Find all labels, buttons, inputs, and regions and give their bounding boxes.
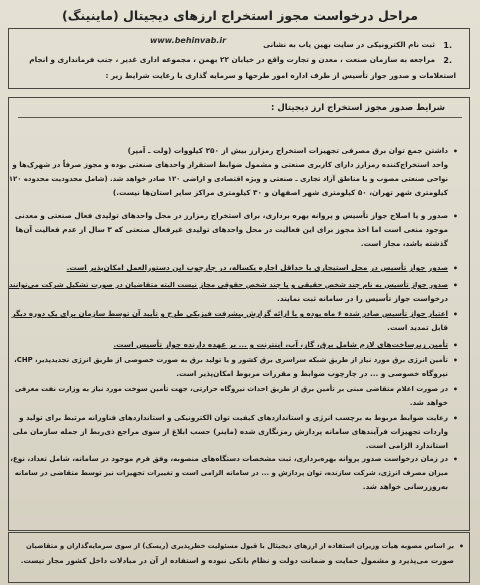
condition-line: قابل تمدید است. bbox=[387, 322, 448, 332]
condition-line: در صورت اعلام متقاضی مبنی بر تأمین برق از طریق احداث نیروگاه حرارتی، جهت تأمین سوخت مورد نیاز به وزارت نفت معرفی bbox=[14, 385, 448, 393]
condition-line: تأمین انرژی برق مورد نیاز از طریق شبکه سراسری برق کشور و یا تولید برق به صورت خصوصی از طریق انرژی تجدیدپذیر، CHP، bbox=[14, 356, 448, 364]
condition-line: درخواست جواز تأسیس را در سامانه ثبت نمایند. bbox=[277, 293, 448, 303]
website-link[interactable]: www.behinvab.ir bbox=[150, 36, 227, 45]
condition-bullet: • bbox=[452, 385, 458, 394]
condition-line: گذشته باشد، مجاز است. bbox=[360, 238, 448, 248]
condition-line: نیروگاه خصوصی و ... در چارچوب ضوابط و مقررات مربوط امکان‌پذیر است. bbox=[176, 368, 448, 378]
condition-line: میزان مصرف انرژی، شرکت سازنده، توان پردازش و ... در سامانه الزامی است و تغییرات تجهیزات نیز توسط متقاضی در سامانه bbox=[14, 468, 448, 477]
step-2-number: 2. bbox=[443, 56, 452, 65]
condition-bullet: • bbox=[452, 147, 458, 156]
document-title: مراحل درخواست مجوز استخراج ارزهای دیجیتال (ماینینگ) bbox=[62, 8, 418, 23]
condition-line: استاندارد الزامی است. bbox=[365, 440, 448, 450]
condition-line: تأمین زیرساخت‌های لازم شامل برق، گاز، آب، اینترنت و ... بر عهده دارنده جواز تأسیس است. bbox=[113, 340, 448, 349]
footer-line-1: بر اساس مصوبه هیأت وزیران استفاده از ارزهای دیجیتال با قبول مسئولیت خطرپذیری (ریسک) از سوی سرمایه‌گذاران و متقاضیان bbox=[26, 542, 454, 550]
step-1-number: 1. bbox=[443, 41, 452, 50]
condition-line: صدور و یا اصلاح جواز تأسیس و پروانه بهره برداری، برای استخراج رمزارز در محل واحدهای تولیدی فعال صنعتی و معدنی bbox=[14, 211, 448, 220]
step-2-line-2: استعلامات و صدور جواز تأسیس از طرف اداره امور طرحها و سرمایه گذاری با رعایت شرایط زیر : bbox=[105, 71, 456, 80]
step-2-line-1: مراجعه به سازمان صنعت ، معدن و تجارت واقع در خیابان ۲۲ بهمن ، مجموعه اداری غدیر ، جنب فرمانداری و انجام bbox=[29, 55, 435, 64]
condition-line: موجود منعی است اما اخذ مجوز برای این فعالیت در محل واحدهای تولیدی غیرفعال صنعتی که ۳ سال از عدم فعالیت آن‌ها bbox=[15, 224, 448, 234]
condition-line: صدور جواز تأسیس به نام چند شخص حقیقی و یا چند شخص حقوقی مجاز نیست البته متقاضیان در صورت تشکیل شرکت می‌توانند bbox=[8, 281, 448, 289]
condition-bullet: • bbox=[452, 212, 458, 221]
condition-line: واحد استخراج‌کننده رمزارز دارای کاربری صنعتی و مشمول ضوابط استقرار واحدهای صنعتی بوده و مجوز صرفاً در شهرک‌ها و bbox=[12, 159, 448, 169]
condition-line: به‌روزرسانی خواهد شد. bbox=[362, 481, 448, 491]
conditions-title-divider bbox=[18, 117, 462, 118]
condition-line: واردات تجهیزات فرآیندهای سامانه پردازش رمزنگاری شده (ماینر) حسب ابلاغ از سوی مراجع ذی‌ربط از جمله سازمان ملی bbox=[12, 426, 448, 436]
condition-bullet: • bbox=[452, 414, 458, 423]
condition-line: نواحی صنعتی مصوب و یا مناطق آزاد تجاری ـ صنعتی و ویژه اقتصادی و اراضی ۱۲۰ صادر خواهد شد. (شامل محدودیت محدوده ۱۲۰ bbox=[8, 174, 448, 183]
footer-line-2: صورت می‌پذیرد و مشمول حمایت و ضمانت دولت و نظام بانکی نبوده و استفاده از آن در مبادلات داخل کشور مجاز نیست. bbox=[20, 556, 454, 565]
condition-bullet: • bbox=[452, 455, 458, 464]
condition-bullet: • bbox=[452, 310, 458, 319]
condition-line: صدور جواز تأسیس در محل استیجاری با حداقل اجاره یکساله، در چارچوب این دستورالعمل امکان‌پذیر است. bbox=[66, 263, 448, 272]
condition-line: خواهد شد. bbox=[409, 397, 448, 407]
condition-bullet: • bbox=[452, 281, 458, 290]
condition-line: داشتن جمع توان برق مصرفی تجهیزات استخراج رمزارز بیش از ۲۵۰ کیلووات (ولت ـ آمپر) bbox=[127, 146, 448, 155]
footer-bullet: • bbox=[458, 542, 464, 551]
condition-line: کیلومتری شهر تهران، ۵۰ کیلومتری شهر اصفهان و ۳۰ کیلومتری مراکز سایر استان‌ها نیست.) bbox=[112, 187, 448, 197]
condition-line: اعتبار جواز تأسیس صادر شده ۶ ماه بوده و با ارائه گزارش پیشرفت فیزیکی طرح و تأیید آن توسط سازمان برای یک دوره دیگر bbox=[11, 309, 448, 318]
conditions-title: شرایط صدور مجوز استخراج ارز دیجیتال : bbox=[270, 103, 445, 113]
condition-line: در زمان درخواست صدور پروانه بهره‌برداری، ثبت مشخصات دستگاه‌های منصوبه، وفق فرم موجود در سامانه، شامل تعداد، نوع، bbox=[10, 454, 448, 463]
condition-bullet: • bbox=[452, 264, 458, 273]
step-1-text: ثبت نام الکترونیکی در سایت بهین یاب به نشانی bbox=[263, 40, 435, 49]
condition-bullet: • bbox=[452, 341, 458, 350]
condition-line: رعایت ضوابط مربوط به برچسب انرژی و استانداردهای کیفیت توان الکترونیکی و استانداردهای فناورانه مرتبط برای تولید و bbox=[19, 413, 448, 422]
condition-bullet: • bbox=[452, 356, 458, 365]
